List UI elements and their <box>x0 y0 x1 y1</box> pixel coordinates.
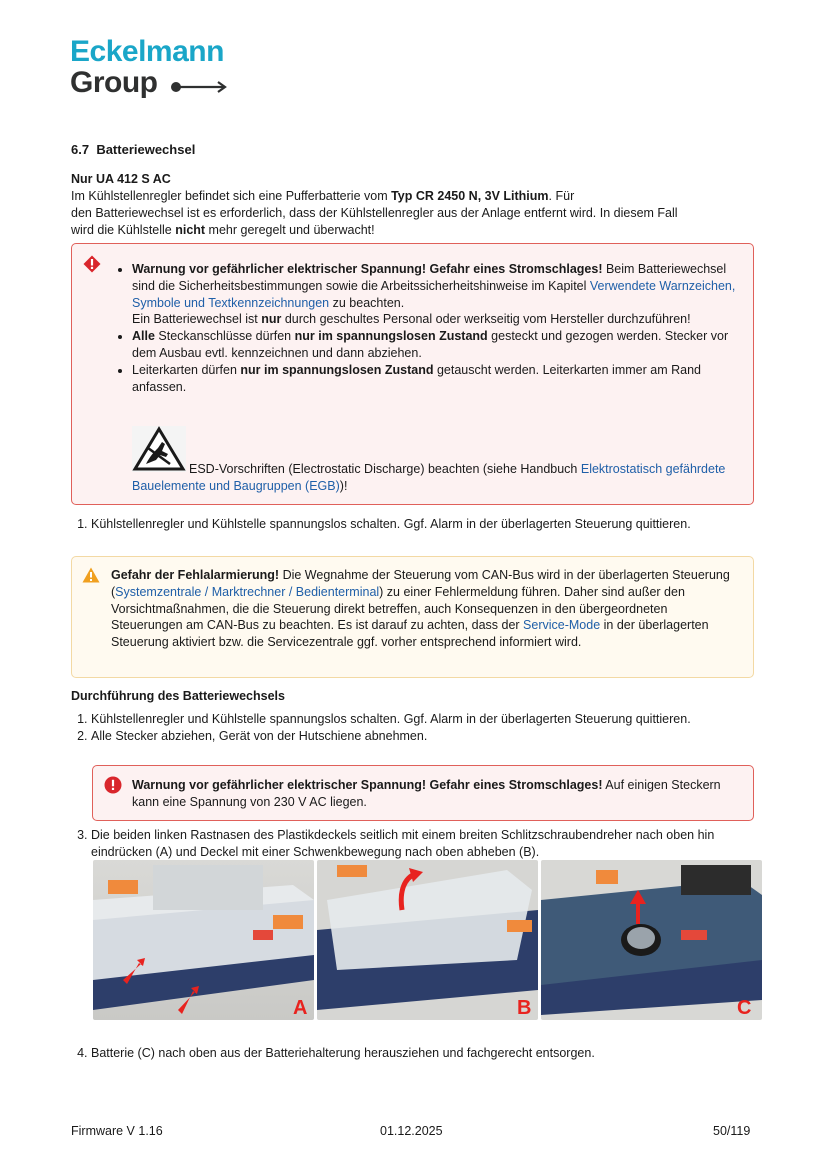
photo-b <box>317 860 538 1020</box>
step-1-pre: 1. Kühlstellenregler und Kühlstelle spannungslos schalten. Ggf. Alarm in der überlagerten Steuerung quittieren. <box>71 516 721 533</box>
photo-c <box>541 860 762 1020</box>
photo-label-c: C <box>737 997 752 1019</box>
photo-label-b: B <box>517 997 532 1019</box>
photo-label-a: A <box>293 997 308 1019</box>
controller-photo-c <box>541 860 762 1020</box>
step-2: 2. Alle Stecker abziehen, Gerät von der Hutschiene abnehmen. <box>91 728 721 745</box>
step-3: 3. Die beiden linken Rastnasen des Plastikdeckels seitlich mit einem breiten Schlitzschraubendreher nach oben hin eindrücken (A) und Deckel mit einer Schwenkbewegung nach oben abheben (B). <box>71 827 736 861</box>
logo-arrow-icon <box>170 80 230 94</box>
intro-paragraph: Im Kühlstellenregler befindet sich eine Pufferbatterie vom Typ CR 2450 N, 3V Lithium. Für den Batteriewechsel ist es erforderlich, dass der Kühlstellenregler aus der Anlage entfernt wird. In diesem Fall wird die Kühlstelle nicht mehr geregelt und überwacht! <box>71 189 678 237</box>
warning-item-voltage: • Warnung vor gefährlicher elektrischer Spannung! Gefahr eines Stromschlages! Beim Batteriewechsel sind die Sicherheitsbestimmungen sowie die Arbeitssicherheitshinweise im Kapitel Verwendete Warnzeichen, Symbole und Textkennzeichnungen zu beachten. Ein Batteriewechsel ist nur durch geschultes Personal oder werkseitig vom Hersteller durchzuführen! <box>132 261 744 328</box>
link-service-mode[interactable]: Service-Mode <box>523 618 601 633</box>
section-heading <box>71 142 195 158</box>
warning-item-connectors: • Alle Steckanschlüsse dürfen nur im spannungslosen Zustand gesteckt und gezogen werden. Stecker vor dem Ausbau evtl. kennzeichnen und dann abziehen. <box>132 328 744 362</box>
section-title: Batteriewechsel <box>96 142 196 157</box>
model-heading: Nur UA 412 S AC <box>71 172 171 186</box>
caution-text: Gefahr der Fehlalarmierung! Die Wegnahme der Steuerung vom CAN-Bus wird in der überlagerten Steuerung (Systemzentrale / Marktrechner / Bedienterminal) zu einer Fehlermeldung führen. Daher sind außer den Vorsichtmaßnahmen, die die Steuerung direkt betreffen, auch Konsequenzen in den übergeordneten Steuerungen am CAN-Bus zu beachten. Es ist darauf zu achten, dass der Service-Mode in der überlagerten Steuerung aktiviert bzw. die Servicezentrale ggf. vorher entsprechend informiert wird. <box>111 568 730 650</box>
photo-a <box>93 860 314 1020</box>
procedure-steps <box>71 711 721 745</box>
controller-photo-a <box>93 860 314 1020</box>
link-egb[interactable]: Elektrostatisch gefährdete Bauelemente und Baugruppen (EGB) <box>132 462 726 493</box>
warning-2-text: Warnung vor gefährlicher elektrischer Spannung! Gefahr eines Stromschlages! Auf einigen Steckern kann eine Spannung von 230 V AC liegen. <box>132 778 721 809</box>
link-systemzentrale[interactable]: Systemzentrale / Marktrechner / Bedienterminal <box>115 584 380 599</box>
caution-triangle-icon <box>82 567 100 583</box>
step-1: 1. Kühlstellenregler und Kühlstelle spannungslos schalten. Ggf. Alarm in der überlagerten Steuerung quittieren. <box>91 711 721 728</box>
warning-item-boards: • Leiterkarten dürfen nur im spannungslosen Zustand getauscht werden. Leiterkarten immer am Rand anfassen. <box>132 362 744 396</box>
logo-wordmark-top: Eckelmann <box>70 35 224 68</box>
section-number: 6.7 <box>71 142 90 157</box>
warning-list <box>116 261 744 395</box>
esd-note: ESD-Vorschriften (Electrostatic Discharge) beachten (siehe Handbuch Elektrostatisch gefährdete Bauelemente und Baugruppen (EGB))! <box>132 462 726 493</box>
warning-circle-icon <box>104 776 122 794</box>
controller-photo-b <box>317 860 538 1020</box>
warning-diamond-icon <box>83 255 101 273</box>
footer-page-number: 50/119 <box>713 1124 751 1138</box>
logo-wordmark-bottom: Group <box>70 66 158 99</box>
procedure-heading: Durchführung des Batteriewechsels <box>71 689 285 703</box>
step-4: 4. Batterie (C) nach oben aus der Batteriehalterung herausziehen und fachgerecht entsorgen. <box>71 1045 736 1062</box>
footer-date: 01.12.2025 <box>380 1124 443 1138</box>
link-warnzeichen[interactable]: Verwendete Warnzeichen, Symbole und Textkennzeichnungen <box>132 278 736 310</box>
footer-version: Firmware V 1.16 <box>71 1124 163 1138</box>
